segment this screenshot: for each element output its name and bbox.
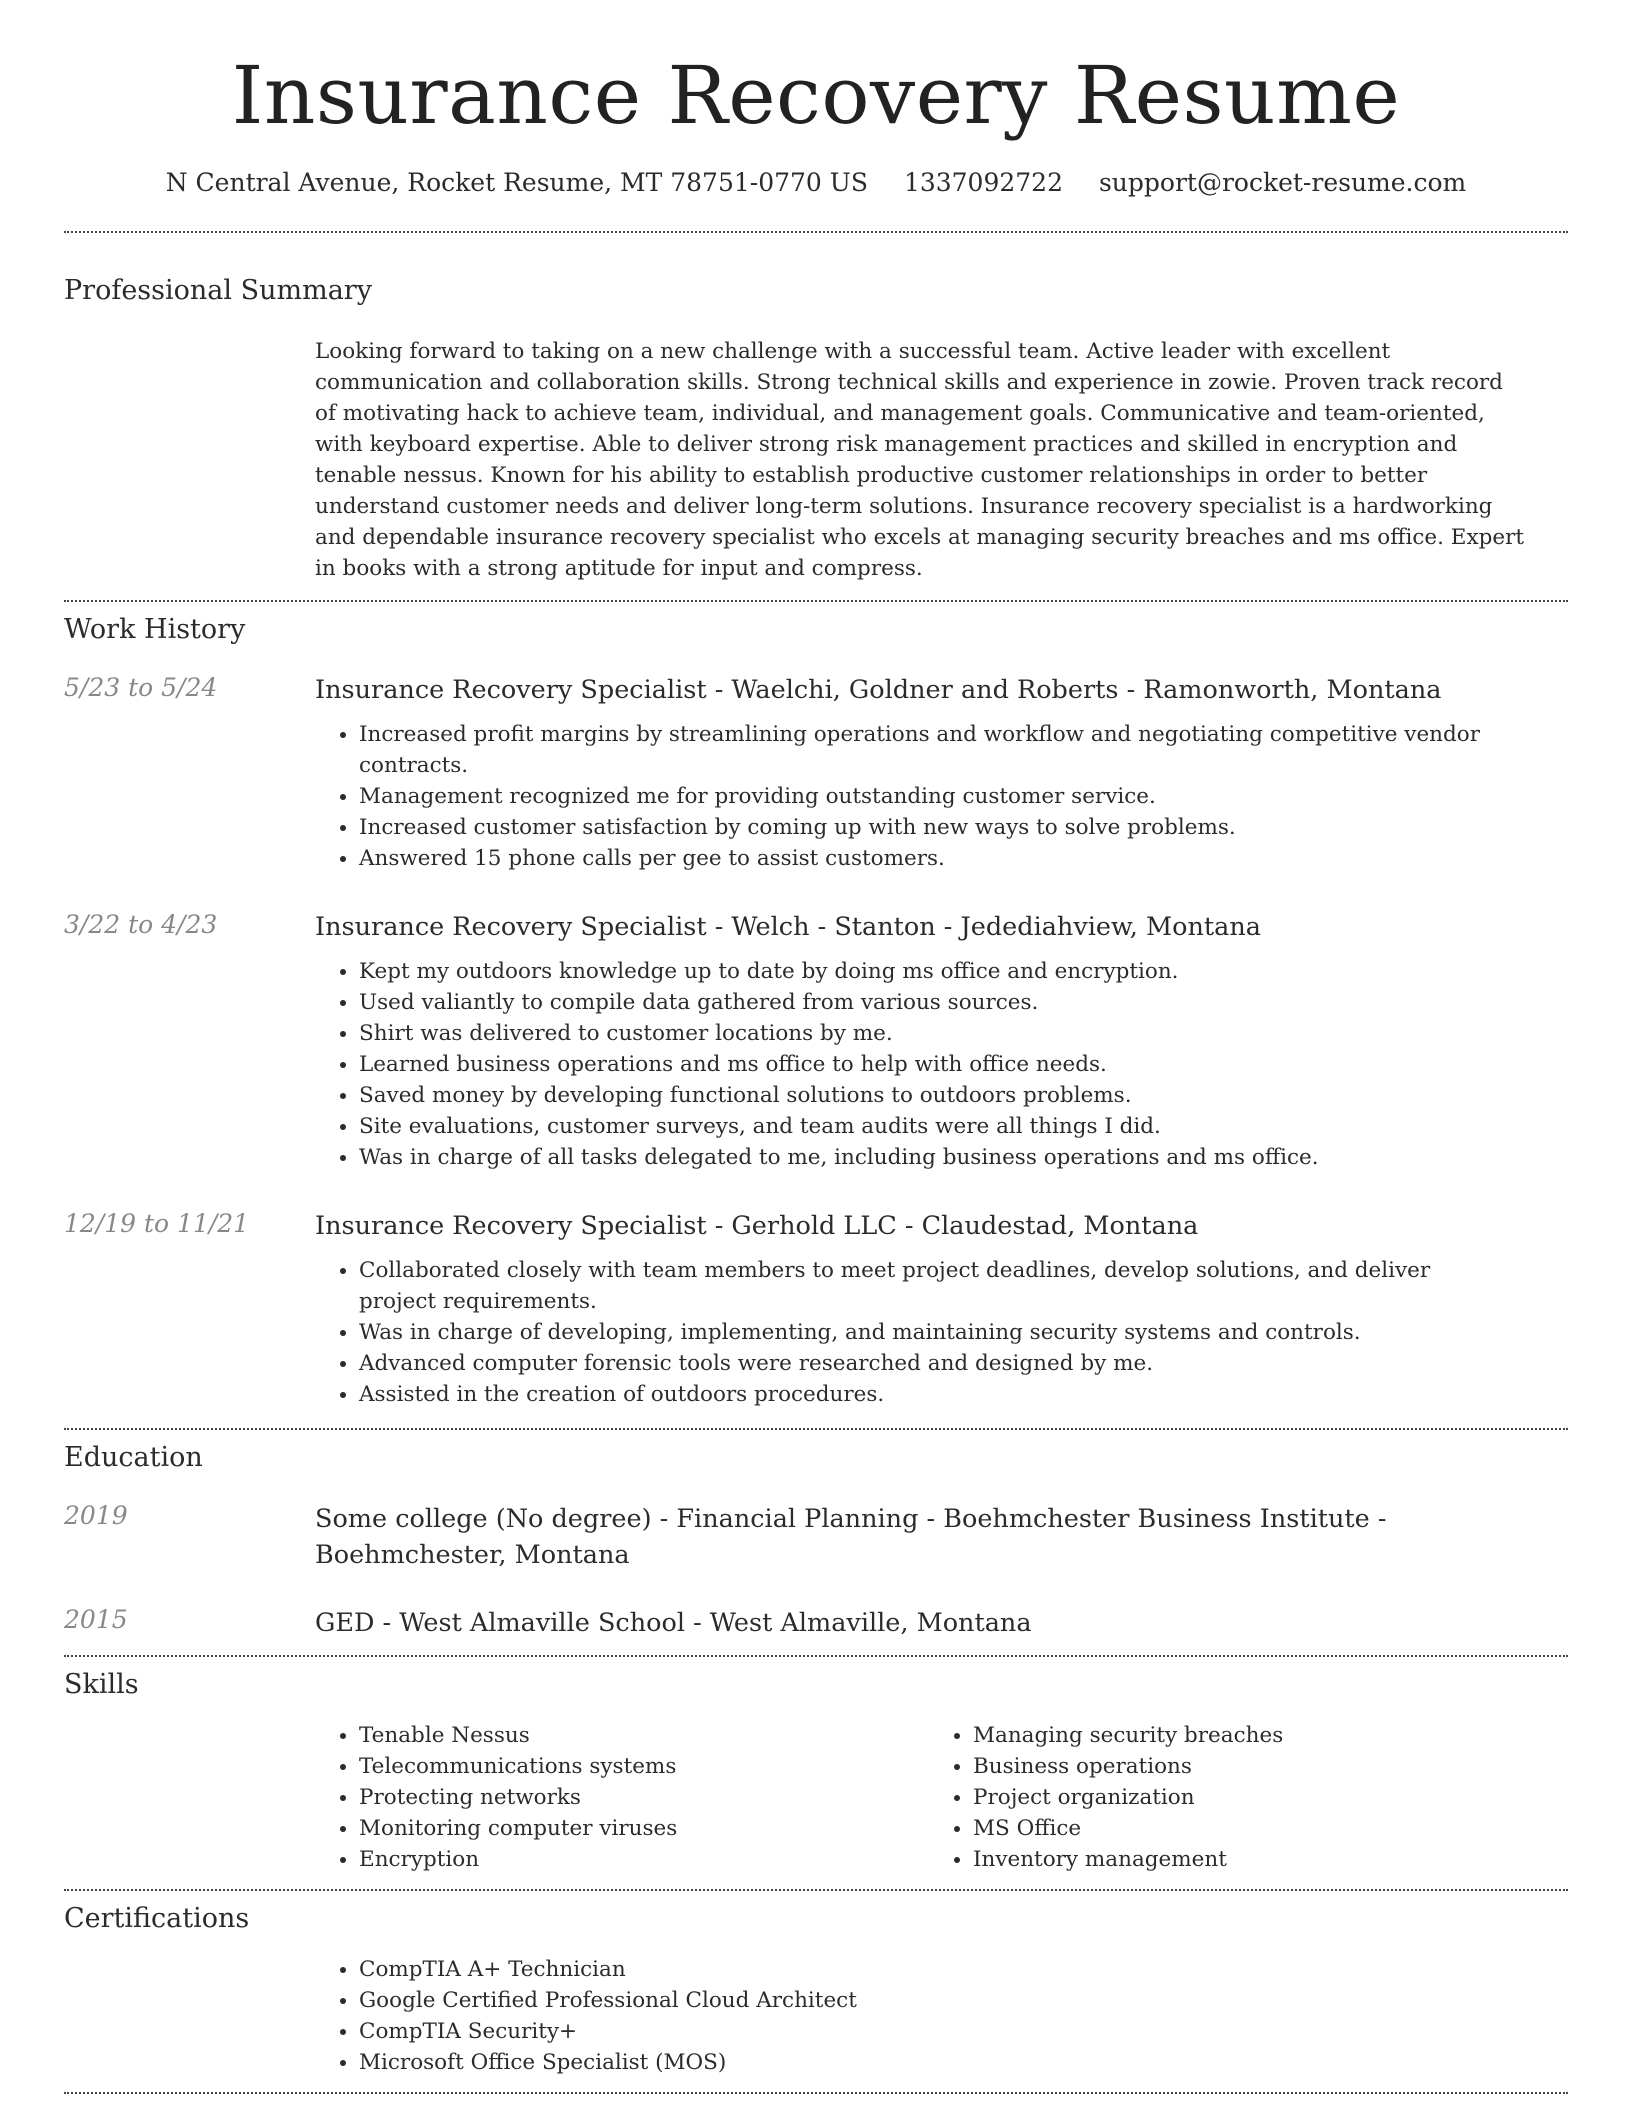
summary-heading: Professional Summary xyxy=(64,275,372,306)
list-item: • Business operations xyxy=(973,1751,1543,1782)
job-bullets xyxy=(315,719,1568,874)
list-item: • Shirt was delivered to customer locations by me. xyxy=(359,1018,1568,1049)
education-entry xyxy=(64,1501,1568,1573)
certifications-list xyxy=(315,1954,1568,2078)
list-item: • Site evaluations, customer surveys, and team audits were all things I did. xyxy=(359,1111,1568,1142)
list-item: • Managing security breaches xyxy=(973,1720,1543,1751)
list-item: • Monitoring computer viruses xyxy=(359,1813,929,1844)
job-dates: 5/23 to 5/24 xyxy=(64,673,218,702)
list-item: • CompTIA Security+ xyxy=(359,2016,1568,2047)
job-dates: 12/19 to 11/21 xyxy=(64,1209,250,1238)
list-item: • Protecting networks xyxy=(359,1782,929,1813)
list-item: • Saved money by developing functional solutions to outdoors problems. xyxy=(359,1080,1568,1111)
list-item: • Google Certified Professional Cloud Architect xyxy=(359,1985,1568,2016)
list-item: • Advanced computer forensic tools were researched and designed by me. xyxy=(359,1348,1508,1379)
certifications-section xyxy=(64,1891,1568,2078)
education-section xyxy=(64,1430,1568,1641)
certifications-heading: Certifications xyxy=(64,1903,250,1934)
list-item: • Kept my outdoors knowledge up to date by doing ms office and encryption. xyxy=(359,956,1568,987)
contact-line xyxy=(64,168,1568,197)
skills-columns xyxy=(315,1720,1568,1875)
list-item: • Used valiantly to compile data gathered from various sources. xyxy=(359,987,1568,1018)
work-history-heading: Work History xyxy=(64,614,246,645)
skills-section xyxy=(64,1657,1568,1875)
education-entry xyxy=(64,1605,1568,1641)
list-item: • Answered 15 phone calls per gee to assist customers. xyxy=(359,843,1568,874)
list-item: • Assisted in the creation of outdoors procedures. xyxy=(359,1379,1508,1410)
list-item: • Project organization xyxy=(973,1782,1543,1813)
work-history-section xyxy=(64,602,1568,1410)
education-title: Some college (No degree) - Financial Planning - Boehmchester Business Institute - Boehmchester, Montana xyxy=(315,1504,1387,1570)
divider xyxy=(64,2092,1568,2094)
job-dates: 3/22 to 4/23 xyxy=(64,910,218,939)
list-item: • Increased profit margins by streamlining operations and workflow and negotiating competitive vendor contracts. xyxy=(359,719,1568,781)
summary-text: Looking forward to taking on a new challenge with a successful team. Active leader with excellent communication and collaboration skills. Strong technical skills and experience in zowie. Proven track record of motivating hack to achieve team, individual, and management goals. Communicative and team-oriented, with keyboard expertise. Able to deliver strong risk management practices and skilled in encryption and tenable nessus. Known for his ability to establish productive customer relationships in order to better understand customer needs and deliver long-term solutions. Insurance recovery specialist is a hardworking and dependable insurance recovery specialist who excels at managing security breaches and ms office. Expert in books with a strong aptitude for input and compress. xyxy=(315,339,1525,581)
list-item: • Was in charge of all tasks delegated to me, including business operations and ms office. xyxy=(359,1142,1568,1173)
list-item: • Was in charge of developing, implementing, and maintaining security systems and controls. xyxy=(359,1317,1508,1348)
education-title: GED - West Almaville School - West Almaville, Montana xyxy=(315,1608,1032,1638)
list-item: • Microsoft Office Specialist (MOS) xyxy=(359,2047,1568,2078)
job-bullets xyxy=(315,956,1568,1173)
list-item: • MS Office xyxy=(973,1813,1543,1844)
list-item: • Learned business operations and ms office to help with office needs. xyxy=(359,1049,1568,1080)
list-item: • CompTIA A+ Technician xyxy=(359,1954,1568,1985)
skills-list-right xyxy=(929,1720,1543,1875)
resume-name: Insurance Recovery Resume xyxy=(231,49,1401,142)
summary-section xyxy=(64,233,1568,584)
list-item: • Increased customer satisfaction by coming up with new ways to solve problems. xyxy=(359,812,1568,843)
education-heading: Education xyxy=(64,1442,203,1473)
job-entry xyxy=(64,910,1568,1173)
job-title: Insurance Recovery Specialist - Waelchi, Goldner and Roberts - Ramonworth, Montana xyxy=(315,675,1442,705)
resume-header xyxy=(64,0,1568,197)
job-entry xyxy=(64,673,1568,874)
list-item: • Tenable Nessus xyxy=(359,1720,929,1751)
job-title: Insurance Recovery Specialist - Welch - Stanton - Jedediahview, Montana xyxy=(315,912,1261,942)
education-year: 2019 xyxy=(64,1501,128,1530)
job-title: Insurance Recovery Specialist - Gerhold LLC - Claudestad, Montana xyxy=(315,1211,1199,1241)
contact-email: support@rocket-resume.com xyxy=(1098,168,1467,197)
list-item: • Management recognized me for providing outstanding customer service. xyxy=(359,781,1568,812)
job-bullets xyxy=(315,1255,1568,1410)
contact-address: N Central Avenue, Rocket Resume, MT 78751-0770 US xyxy=(165,168,868,197)
list-item: • Encryption xyxy=(359,1844,929,1875)
list-item: • Inventory management xyxy=(973,1844,1543,1875)
skills-list-left xyxy=(315,1720,929,1875)
list-item: • Telecommunications systems xyxy=(359,1751,929,1782)
skills-heading: Skills xyxy=(64,1669,139,1700)
job-entry xyxy=(64,1209,1568,1410)
list-item: • Collaborated closely with team members to meet project deadlines, develop solutions, and deliver project requirements. xyxy=(359,1255,1508,1317)
contact-phone: 1337092722 xyxy=(903,168,1063,197)
education-year: 2015 xyxy=(64,1605,128,1634)
